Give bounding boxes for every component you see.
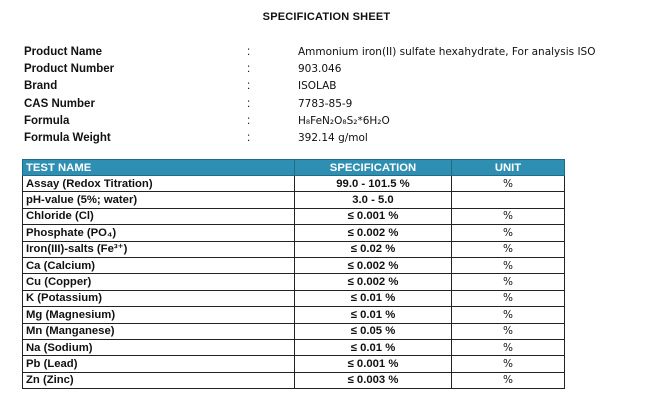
specification-cell: ≤ 0.01 % [295,339,452,355]
test-name-cell: Phosphate (PO₄) [23,225,295,241]
test-name-cell: Cu (Copper) [23,274,295,290]
test-name-cell: Mg (Magnesium) [23,307,295,323]
info-row-formula [24,115,634,132]
info-value: ISOLAB [298,80,337,93]
test-name-cell: Chloride (Cl) [23,208,295,224]
info-label: CAS Number [24,97,95,110]
unit-cell: % [452,241,565,257]
table-row [23,323,565,339]
info-label: Product Name [24,46,102,58]
specification-cell: ≤ 0.05 % [295,323,452,339]
specification-cell: 3.0 - 5.0 [295,192,452,208]
specification-cell: ≤ 0.003 % [295,372,452,388]
unit-cell: % [452,323,565,339]
specification-table [22,159,565,389]
specification-cell: ≤ 0.02 % [295,241,452,257]
specification-cell: ≤ 0.001 % [295,208,452,224]
specification-cell: ≤ 0.01 % [295,290,452,306]
info-colon: : [247,80,251,93]
unit-cell: % [452,372,565,388]
info-value: Ammonium iron(II) sulfate hexahydrate, For analysis ISO [298,46,596,58]
specification-cell: ≤ 0.001 % [295,356,452,372]
table-row [23,372,565,388]
table-row [23,356,565,372]
table-row [23,192,565,208]
test-name-cell: Zn (Zinc) [23,372,295,388]
info-value: 392.14 g/mol [298,131,368,144]
info-row-formula-weight [24,132,634,149]
test-name-cell: Mn (Manganese) [23,323,295,339]
specification-cell: ≤ 0.002 % [295,274,452,290]
specification-cell: 99.0 - 101.5 % [295,176,452,192]
info-label: Product Number [24,63,115,76]
info-row-product-number [24,63,634,80]
table-header-row [23,160,565,176]
unit-cell: % [452,307,565,323]
unit-cell: % [452,356,565,372]
table-row [23,339,565,355]
test-name-cell: Ca (Calcium) [23,257,295,273]
info-colon: : [247,131,251,144]
info-value: 903.046 [298,63,342,76]
info-row-brand [24,80,634,97]
info-colon: : [247,114,251,127]
info-colon: : [247,46,251,58]
table-row [23,274,565,290]
info-label: Formula [24,114,70,127]
header-test-name: TEST NAME [23,160,295,176]
unit-cell: % [452,257,565,273]
info-row-product-name [24,46,634,63]
header-unit: UNIT [452,160,565,176]
info-value: H₈FeN₂O₈S₂*6H₂O [298,114,390,127]
test-name-cell: Assay (Redox Titration) [23,176,295,192]
product-info [24,46,634,149]
unit-cell: % [452,290,565,306]
test-name-cell: K (Potassium) [23,290,295,306]
test-name-cell: Na (Sodium) [23,339,295,355]
info-row-cas-number [24,98,634,115]
table-row [23,225,565,241]
table-row [23,208,565,224]
table-row [23,257,565,273]
table-row [23,307,565,323]
sheet-title: SPECIFICATION SHEET [262,11,391,23]
unit-cell: % [452,208,565,224]
specification-cell: ≤ 0.01 % [295,307,452,323]
unit-cell: % [452,339,565,355]
specification-cell: ≤ 0.002 % [295,257,452,273]
header-specification: SPECIFICATION [295,160,452,176]
test-name-cell: pH-value (5%; water) [23,192,295,208]
unit-cell: % [452,176,565,192]
info-colon: : [247,63,251,76]
info-label: Formula Weight [24,131,111,144]
info-value: 7783-85-9 [298,97,353,110]
table-row [23,176,565,192]
unit-cell: % [452,274,565,290]
unit-cell: % [452,225,565,241]
table-row [23,241,565,257]
table-row [23,290,565,306]
test-name-cell: Pb (Lead) [23,356,295,372]
test-name-cell: Iron(III)-salts (Fe³⁺) [23,241,295,257]
info-label: Brand [24,80,58,93]
specification-cell: ≤ 0.002 % [295,225,452,241]
unit-cell [452,192,565,208]
info-colon: : [247,97,251,110]
